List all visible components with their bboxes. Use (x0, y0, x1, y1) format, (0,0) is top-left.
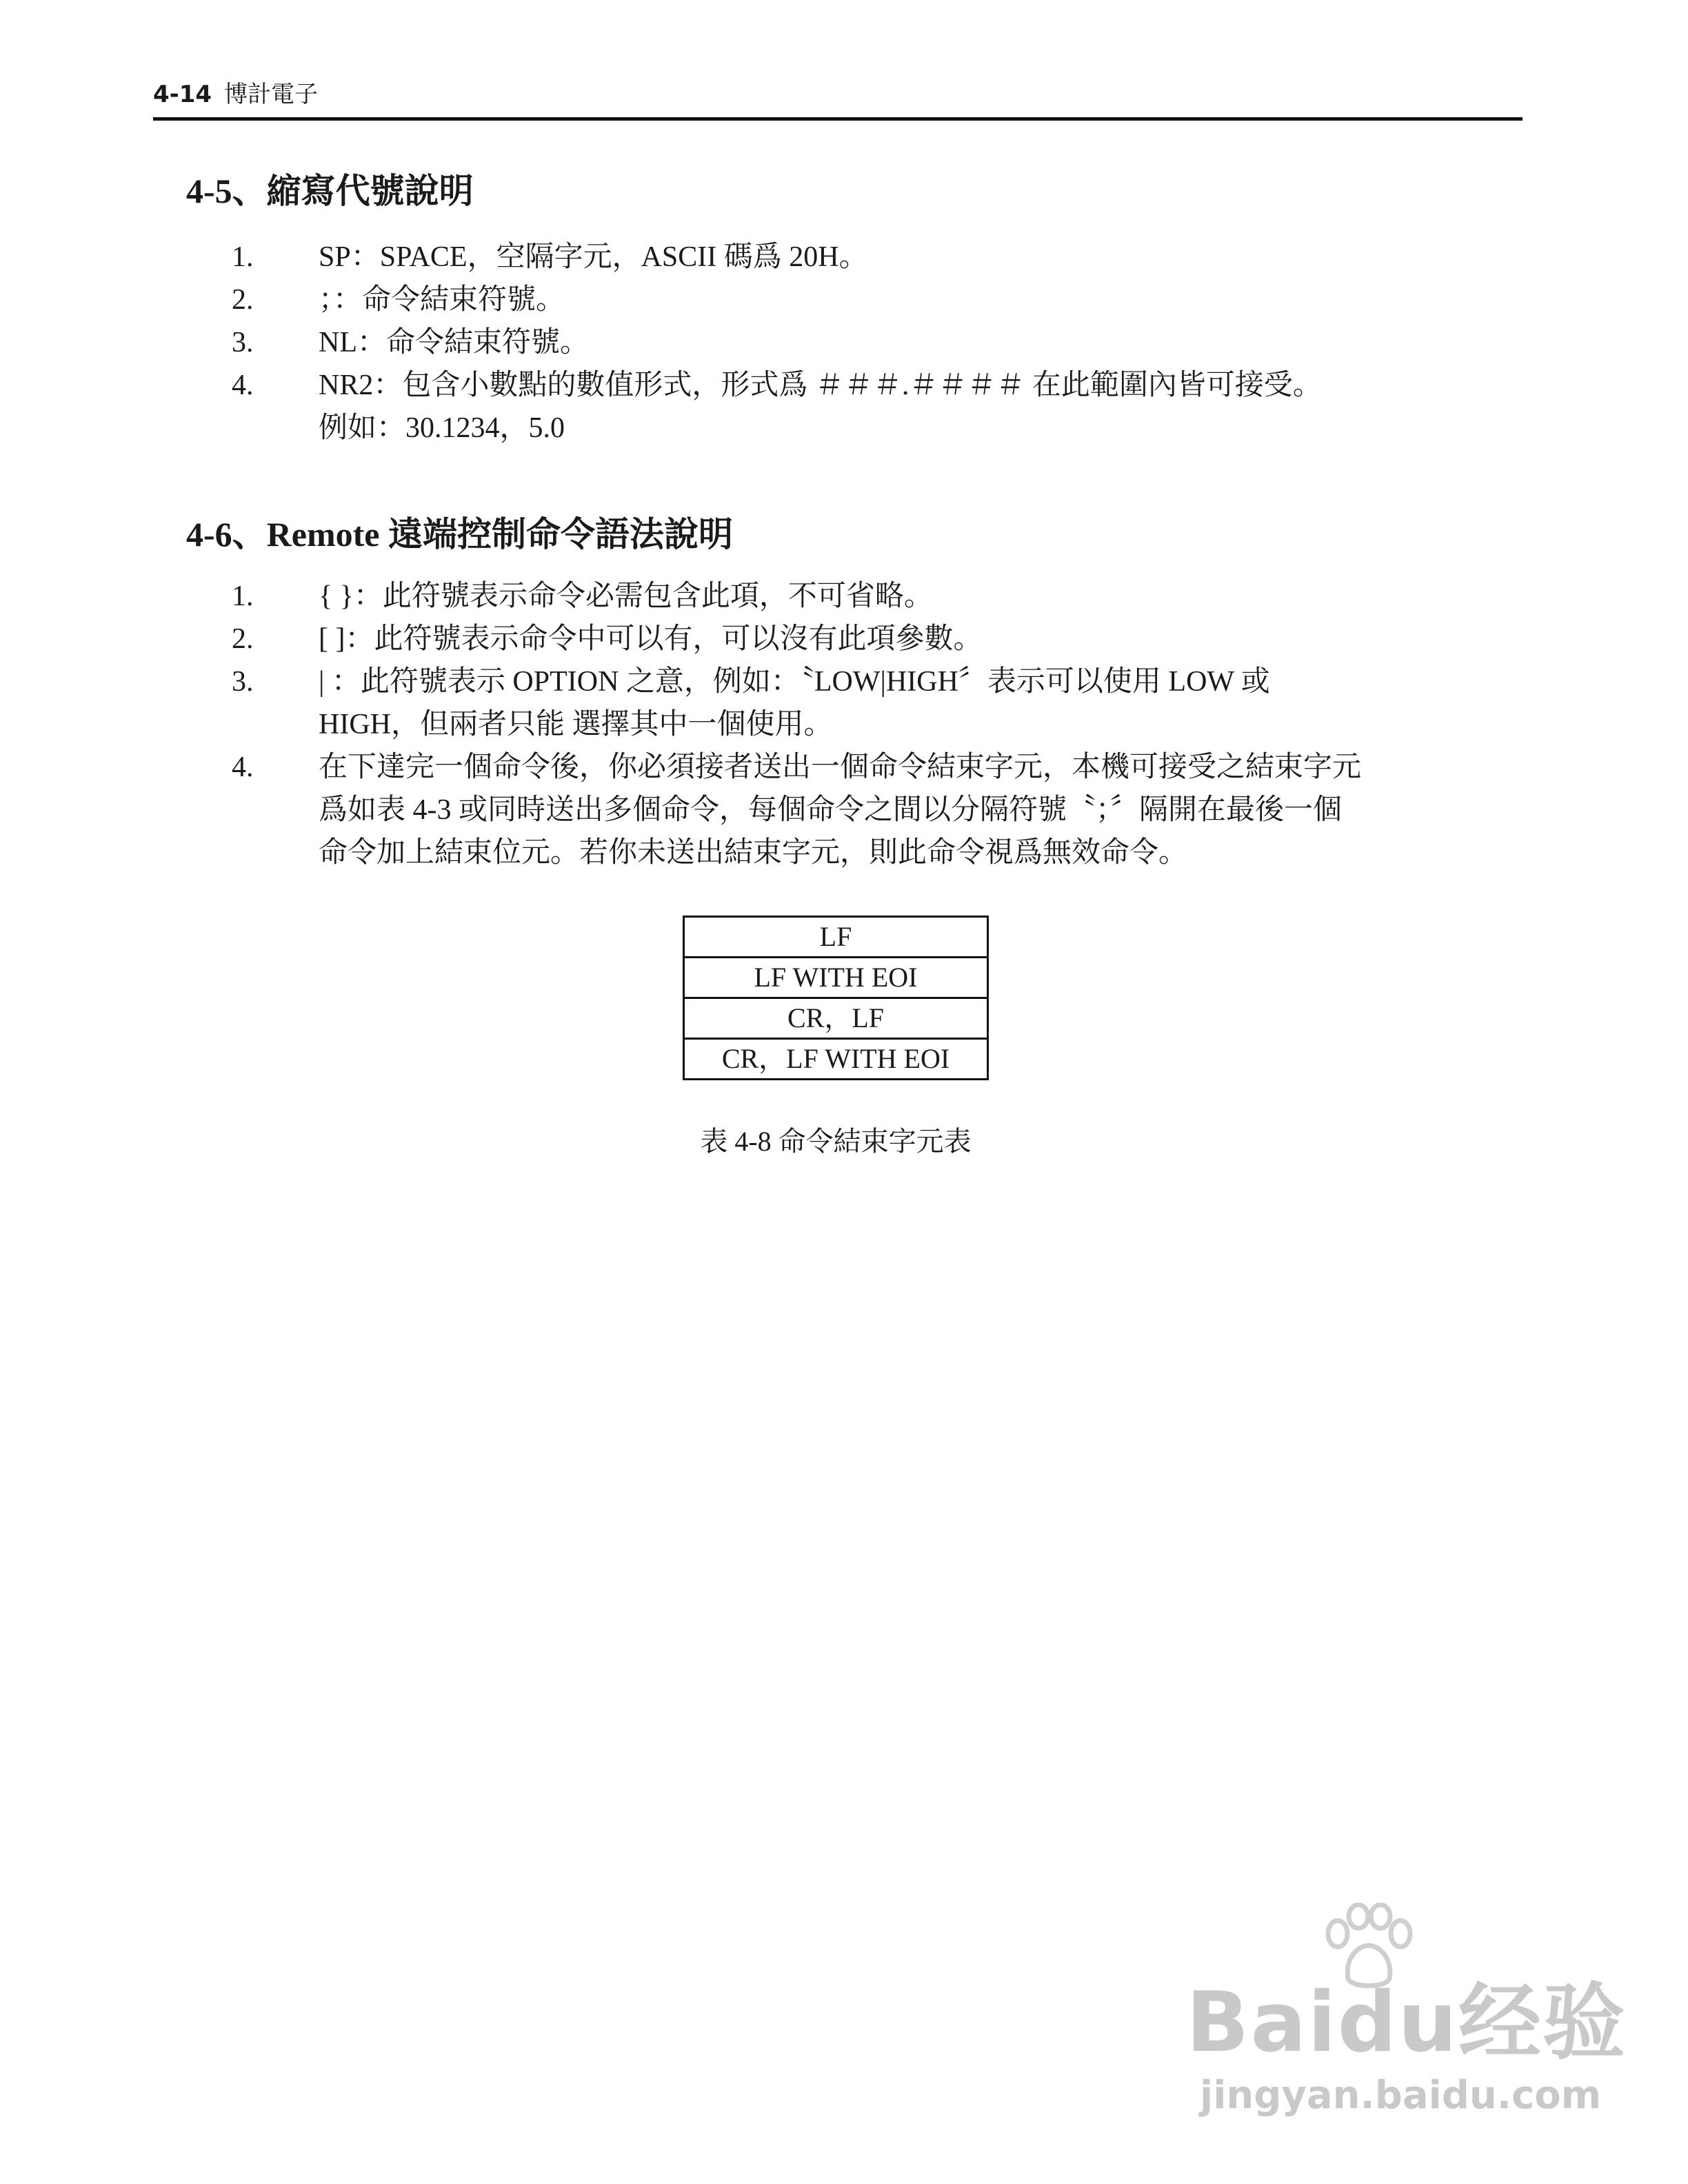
page-number: 4-14 (153, 81, 212, 108)
item-text-continued: 命令加上結束位元。若你未送出結束字元，則此命令視爲無效命令。 (319, 837, 1188, 869)
section-title-4-5: 4-5、縮寫代號說明 (186, 172, 474, 210)
item-number: 2. (232, 623, 254, 655)
item-text: SP：SPACE，空隔字元，ASCII 碼爲 20H。 (319, 241, 868, 273)
table-row (684, 958, 988, 998)
item-text: NR2：包含小數點的數值形式，形式爲 ＃＃＃.＃＃＃＃ 在此範圍內皆可接受。 (319, 370, 1322, 401)
terminator-table (683, 916, 989, 1080)
item-text-continued: HIGH，但兩者只能 選擇其中一個使用。 (319, 709, 833, 740)
table-cell: LF (684, 917, 988, 958)
item-text: NL：命令結束符號。 (319, 327, 589, 358)
item-number: 3. (232, 327, 254, 358)
watermark (1186, 1903, 1627, 2130)
table-cell: LF WITH EOI (684, 958, 988, 998)
table-cell: CR，LF WITH EOI (684, 1039, 988, 1080)
table-row (684, 1039, 988, 1080)
item-number: 4. (232, 751, 254, 783)
item-number: 2. (232, 284, 254, 316)
watermark-url: jingyan.baidu.com (1200, 2073, 1602, 2118)
item-text: { }：此符號表示命令必需包含此項，不可省略。 (319, 580, 933, 612)
item-text-continued: 例如：30.1234，5.0 (319, 412, 565, 444)
item-text: | ：此符號表示 OPTION 之意，例如：〝LOW|HIGH〞表示可以使用 LOW 或 (319, 666, 1270, 698)
item-number: 3. (232, 666, 254, 698)
item-text: 在下達完一個命令後，你必須接者送出一個命令結束字元，本機可接受之結束字元 (319, 751, 1362, 783)
watermark-brand: Baidu经验 (1186, 1975, 1627, 2071)
section-title-4-6: 4-6、Remote 遠端控制命令語法說明 (186, 515, 733, 554)
table-cell: CR，LF (684, 998, 988, 1039)
table-row (684, 917, 988, 958)
table-row (684, 998, 988, 1039)
table-caption: 表 4-8 命令結束字元表 (700, 1126, 972, 1157)
company-name: 博計電子 (224, 81, 319, 108)
item-text: ；：命令結束符號。 (319, 284, 565, 316)
item-text-continued: 爲如表 4-3 或同時送出多個命令，每個命令之間以分隔符號〝；〞隔開在最後一個 (319, 794, 1342, 826)
item-text: [ ]：此符號表示命令中可以有，可以沒有此項參數。 (319, 623, 983, 655)
page-header (153, 77, 1523, 121)
item-number: 1. (232, 580, 254, 612)
item-number: 4. (232, 370, 254, 401)
item-number: 1. (232, 241, 254, 273)
